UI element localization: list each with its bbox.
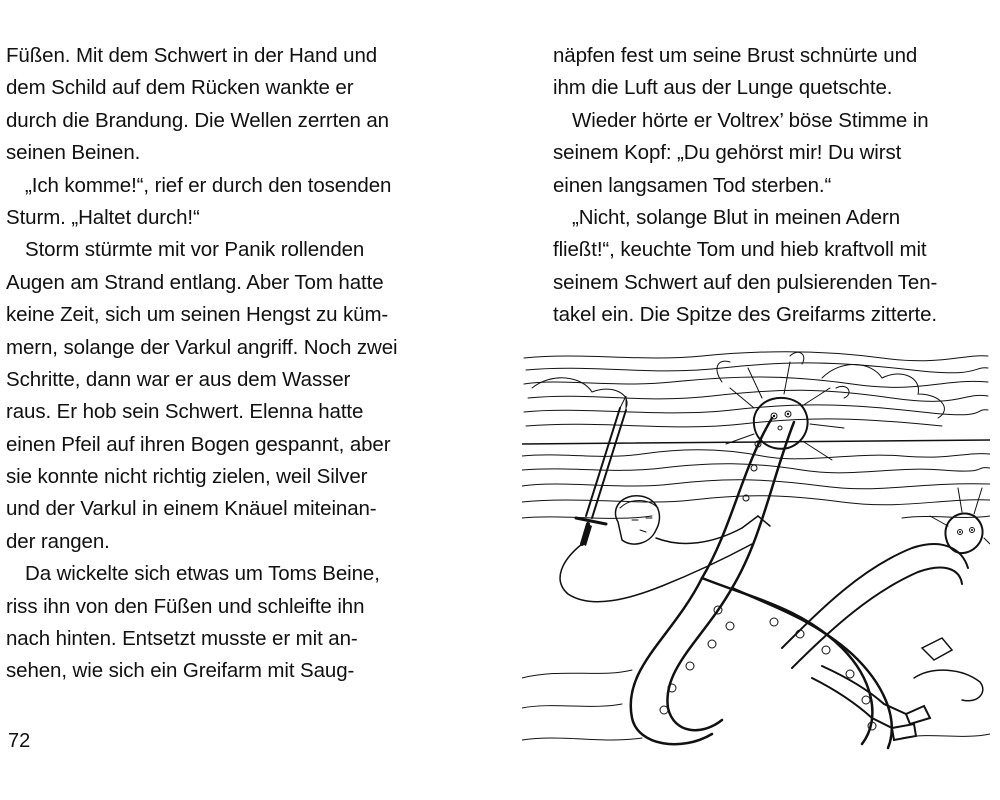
text-line: seinen Beinen.	[6, 141, 141, 165]
text-line: keine Zeit, sich um seinen Hengst zu küm-	[6, 303, 389, 327]
left-text-column	[6, 40, 476, 688]
text-line: einen langsamen Tod sterben.“	[553, 173, 832, 197]
text-line: Wieder hörte er Voltrex’ böse Stimme in	[572, 108, 929, 132]
text-line: dem Schild auf dem Rücken wankte er	[6, 76, 354, 100]
text-line: takel ein. Die Spitze des Greifarms zitterte.	[553, 303, 938, 327]
text-line: nach hinten. Entsetzt musste er mit an-	[6, 627, 358, 651]
text-line: „Ich komme!“, rief er durch den tosenden	[25, 173, 392, 197]
text-line: Augen am Strand entlang. Aber Tom hatte	[6, 270, 384, 294]
text-line: seinem Kopf: „Du gehörst mir! Du wirst	[553, 141, 902, 165]
text-line: Storm stürmte mit vor Panik rollenden	[25, 238, 365, 262]
text-line: sie konnte nicht richtig zielen, weil Silver	[6, 465, 368, 489]
right-text-column	[553, 40, 993, 332]
text-line: „Nicht, solange Blut in meinen Adern	[572, 205, 901, 229]
text-line: mern, solange der Varkul angriff. Noch zwei	[6, 335, 398, 359]
text-line: fließt!“, keuchte Tom und hieb kraftvoll mit	[553, 238, 927, 262]
text-line: durch die Brandung. Die Wellen zerrten an	[6, 108, 389, 132]
text-line: und der Varkul in einem Knäuel miteinan-	[6, 497, 377, 521]
text-line: einen Pfeil auf ihren Bogen gespannt, aber	[6, 432, 391, 456]
text-line: der rangen.	[6, 529, 110, 553]
page-number: 72	[8, 730, 31, 752]
text-line: Schritte, dann war er aus dem Wasser	[6, 367, 351, 391]
text-line: riss ihn von den Füßen und schleifte ihn	[6, 594, 365, 618]
text-line: Füßen. Mit dem Schwert in der Hand und	[6, 44, 378, 67]
text-line: ihm die Luft aus der Lunge quetschte.	[553, 76, 893, 100]
text-line: Sturm. „Haltet durch!“	[6, 205, 200, 229]
text-line: raus. Er hob sein Schwert. Elenna hatte	[6, 400, 364, 424]
text-line: sehen, wie sich ein Greifarm mit Saug-	[6, 659, 355, 683]
illustration-drawing	[522, 348, 990, 756]
text-line: näpfen fest um seine Brust schnürte und	[553, 44, 918, 67]
sea-monster-illustration	[522, 348, 990, 756]
text-line: seinem Schwert auf den pulsierenden Ten-	[553, 270, 938, 294]
text-line: Da wickelte sich etwas um Toms Beine,	[25, 562, 380, 586]
